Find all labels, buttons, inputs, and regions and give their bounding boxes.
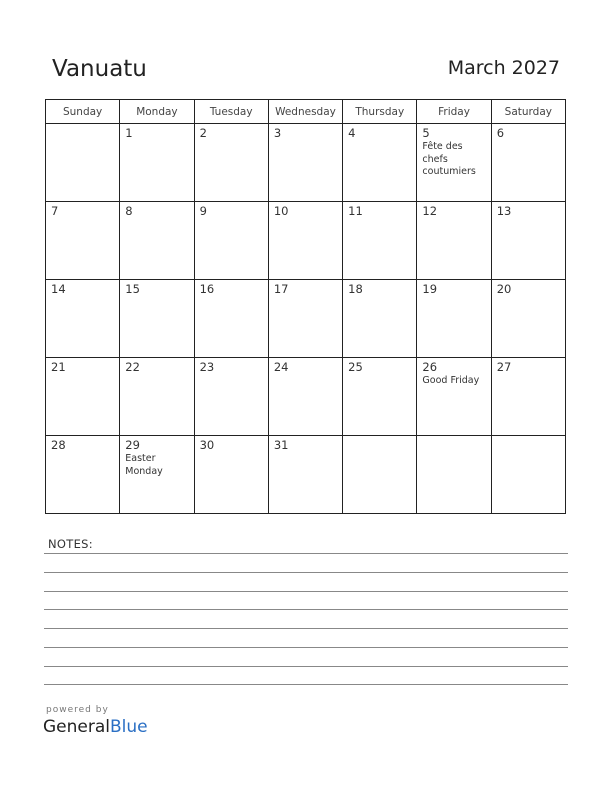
day-number: 21 — [51, 360, 66, 374]
weekday-monday: Monday — [120, 100, 194, 124]
powered-by-text: powered by — [46, 705, 109, 715]
day-cell — [417, 436, 491, 514]
day-number: 16 — [199, 282, 215, 296]
week-row — [46, 358, 566, 436]
generalblue-logo[interactable] — [43, 717, 148, 737]
day-cell — [46, 436, 120, 514]
day-number: 25 — [348, 360, 363, 374]
brand-blue: Blue — [110, 717, 148, 737]
note-line — [44, 647, 568, 648]
day-number: 4 — [348, 126, 356, 140]
weekday-friday: Friday — [417, 100, 491, 124]
day-cell — [194, 436, 268, 514]
note-line — [44, 591, 568, 592]
week-row — [46, 124, 566, 202]
calendar-country-title: Vanuatu — [52, 56, 147, 82]
day-cell — [343, 358, 417, 436]
notes-label: NOTES: — [48, 537, 93, 551]
day-number: 12 — [422, 204, 438, 218]
day-number — [343, 436, 416, 438]
weekday-wednesday: Wednesday — [268, 100, 342, 124]
note-line — [44, 684, 568, 685]
day-cell — [268, 202, 342, 280]
day-number: 23 — [199, 360, 215, 374]
day-cell — [417, 358, 491, 436]
day-cell — [120, 280, 194, 358]
day-number: 30 — [199, 438, 215, 452]
holiday-label: Easter Monday — [125, 453, 163, 477]
day-cell — [491, 202, 565, 280]
day-number — [46, 124, 119, 126]
weekday-tuesday: Tuesday — [194, 100, 268, 124]
day-number: 27 — [496, 360, 512, 374]
day-number: 3 — [273, 126, 282, 140]
weekday-thursday: Thursday — [343, 100, 417, 124]
day-cell — [343, 280, 417, 358]
note-line — [44, 572, 568, 573]
day-number: 2 — [199, 126, 207, 140]
day-number: 9 — [199, 204, 207, 218]
day-number: 24 — [273, 360, 289, 374]
day-cell — [46, 202, 120, 280]
day-number: 7 — [51, 204, 59, 218]
day-cell — [417, 202, 491, 280]
day-number: 26 — [422, 360, 438, 374]
day-cell — [343, 124, 417, 202]
day-number: 22 — [125, 360, 140, 374]
day-cell — [491, 280, 565, 358]
day-cell — [268, 436, 342, 514]
day-cell — [120, 124, 194, 202]
day-cell — [268, 358, 342, 436]
day-number: 20 — [496, 282, 512, 296]
day-number: 28 — [51, 438, 66, 452]
day-number: 14 — [51, 282, 66, 296]
day-cell — [194, 202, 268, 280]
calendar-month-title: March 2027 — [447, 57, 560, 79]
day-cell — [194, 280, 268, 358]
note-line — [44, 666, 568, 667]
calendar-grid — [45, 99, 566, 514]
day-cell — [491, 124, 565, 202]
day-cell — [268, 280, 342, 358]
day-cell — [194, 358, 268, 436]
day-cell — [194, 124, 268, 202]
day-cell — [46, 124, 120, 202]
day-number: 18 — [348, 282, 363, 296]
day-cell — [417, 124, 491, 202]
day-cell — [268, 124, 342, 202]
day-cell — [343, 202, 417, 280]
day-number: 19 — [422, 282, 438, 296]
day-number: 17 — [273, 282, 289, 296]
day-cell — [46, 358, 120, 436]
day-number: 6 — [496, 126, 505, 140]
holiday-label: Good Friday — [422, 375, 480, 386]
note-line — [44, 628, 568, 629]
day-number: 5 — [422, 126, 430, 140]
day-number: 31 — [273, 438, 289, 452]
day-cell — [120, 202, 194, 280]
day-number — [417, 436, 490, 438]
day-number — [492, 436, 565, 438]
day-number: 11 — [348, 204, 363, 218]
day-number: 13 — [496, 204, 512, 218]
day-cell — [491, 358, 565, 436]
day-cell — [343, 436, 417, 514]
day-cell — [120, 436, 194, 514]
brand-general: General — [43, 717, 110, 737]
day-number: 8 — [125, 204, 133, 218]
day-number: 1 — [125, 126, 133, 140]
day-cell — [46, 280, 120, 358]
weekday-header-row — [46, 100, 566, 124]
weekday-saturday: Saturday — [491, 100, 565, 124]
day-number: 29 — [125, 438, 140, 452]
week-row — [46, 202, 566, 280]
week-row — [46, 280, 566, 358]
day-cell — [491, 436, 565, 514]
day-number: 15 — [125, 282, 140, 296]
weekday-sunday: Sunday — [46, 100, 120, 124]
holiday-label: Fête des chefs coutumiers — [422, 141, 476, 177]
note-line — [44, 609, 568, 610]
day-number: 10 — [273, 204, 289, 218]
week-row — [46, 436, 566, 514]
day-cell — [417, 280, 491, 358]
note-line — [44, 553, 568, 554]
day-cell — [120, 358, 194, 436]
